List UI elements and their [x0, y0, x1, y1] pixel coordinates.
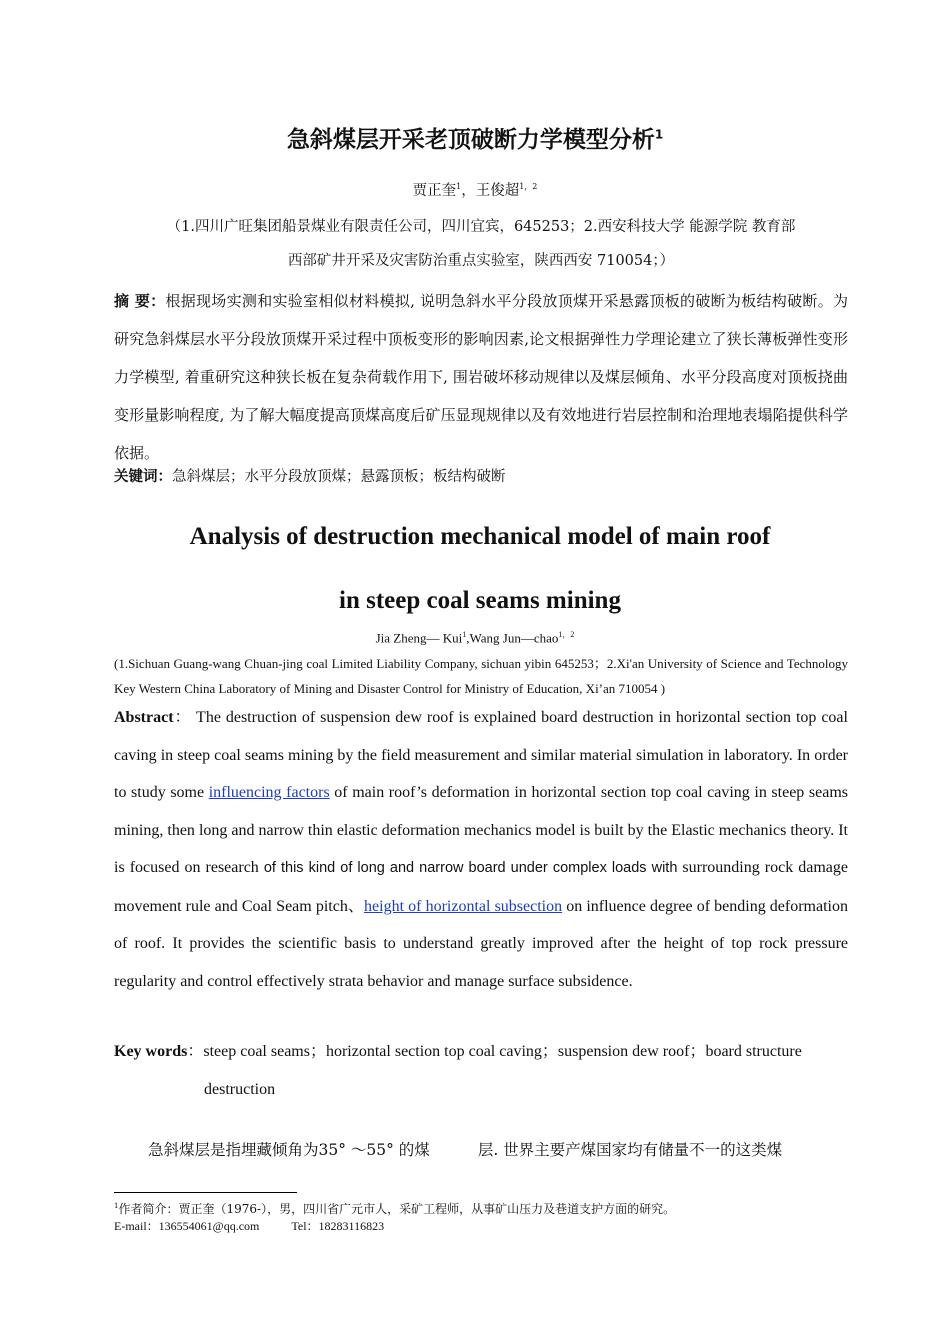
english-authors: Jia Zheng— Kui$^1$,Wang Jun—chao$^{1,2}$ [375, 630, 575, 646]
footnote-divider [114, 1192, 297, 1193]
chinese-affiliation: （1.四川广旺集团船景煤业有限责任公司，四川宜宾，645253；2.西安科技大学 能源学院 教育部 西部矿井开采及灾害防治重点实验室，陕西西安 710054；） [166, 219, 796, 269]
footnote: $^1$作者简介：贾正奎（1976-），男，四川省广元市人，采矿工程师，从事矿山压力及巷道支护方面的研究。 E-mail：136554061@qq.com Tel：18283116823 [114, 1202, 676, 1233]
link-height-of-horizontal-subsection[interactable]: height of horizontal subsection [364, 897, 563, 915]
footnote-email: E-mail：136554061@qq.com [114, 1219, 260, 1233]
chinese-keywords-label: 关键词： [114, 469, 172, 485]
footnote-marker: 1 [114, 1202, 119, 1210]
chinese-authors: 贾正奎$^1$，王俊超$^{1,2}$ [412, 182, 538, 199]
chinese-abstract: 摘 要：根据现场实测和实验室相似材料模拟, 说明急斜水平分段放顶煤开采悬露顶板的破断为板结构破断。为研究急斜煤层水平分段放顶煤开采过程中顶板变形的影响因素,论文根据弹性力学理论建立了狭长薄板弹性变形力学模型, 着重研究这种狭长板在复杂荷载作用下, 围岩破坏移动规律以及煤层倾角、水平分段高度对顶板挠曲变形量影响程度, 为了解大幅度提高顶煤高度后矿压显现规律以及有效地进行岩层控制和治理地表塌陷提供科学依据。 [114, 292, 848, 462]
english-abstract: Abstract： The destruction of suspension dew roof is explained board destruction in horizontal section top coal caving in steep coal seams mining by the field measurement and similar material simulation in laboratory. In order to study some influencing factors of main roof’s deformation in horizontal section top coal caving in steep seams mining, then long and narrow thin elastic deformation mechanics model is built by the Elastic mechanics theory. It is focused on research of this kind of long and narrow board under complex loads with surrounding rock damage movement rule and Coal Seam pitch、height of horizontal subsection on influence degree of bending deformation of roof. It provides the scientific basis to understand greatly improved after the height of top rock pressure regularity and control effectively strata behavior and manage surface subsidence. [114, 709, 848, 990]
english-affiliation: (1.Sichuan Guang-wang Chuan-jing coal Limited Liability Company, sichuan yibin 645253；2.Xi'an University of Science and Technology Key Western China Laboratory of Mining and Disaster Control for Ministry of Education, Xi’an 710054 ) [114, 656, 848, 696]
english-keywords-label: Key words [114, 1043, 188, 1060]
english-keywords: Key words：steep coal seams；horizontal section top coal caving；suspension dew roof；board structure destruction [114, 1043, 802, 1098]
title-footnote-marker[interactable]: 1 [654, 127, 664, 142]
english-abstract-label: Abstract [114, 709, 174, 726]
link-influencing-factors[interactable]: influencing factors [208, 784, 330, 801]
chinese-keywords: 关键词：急斜煤层；水平分段放顶煤；悬露顶板；板结构破断 [114, 469, 506, 485]
chinese-title: 急斜煤层开采老顶破断力学模型分析$^1$ [286, 127, 664, 153]
body-intro-line: 急斜煤层是指埋藏倾角为35° ～55° 的煤 层. 世界主要产煤国家均有储量不一的这类煤 [148, 1141, 783, 1159]
english-title: Analysis of destruction mechanical model of main roof in steep coal seams mining [189, 523, 771, 614]
footnote-tel: Tel：18283116823 [291, 1219, 385, 1233]
chinese-abstract-label: 摘 要： [114, 292, 166, 310]
